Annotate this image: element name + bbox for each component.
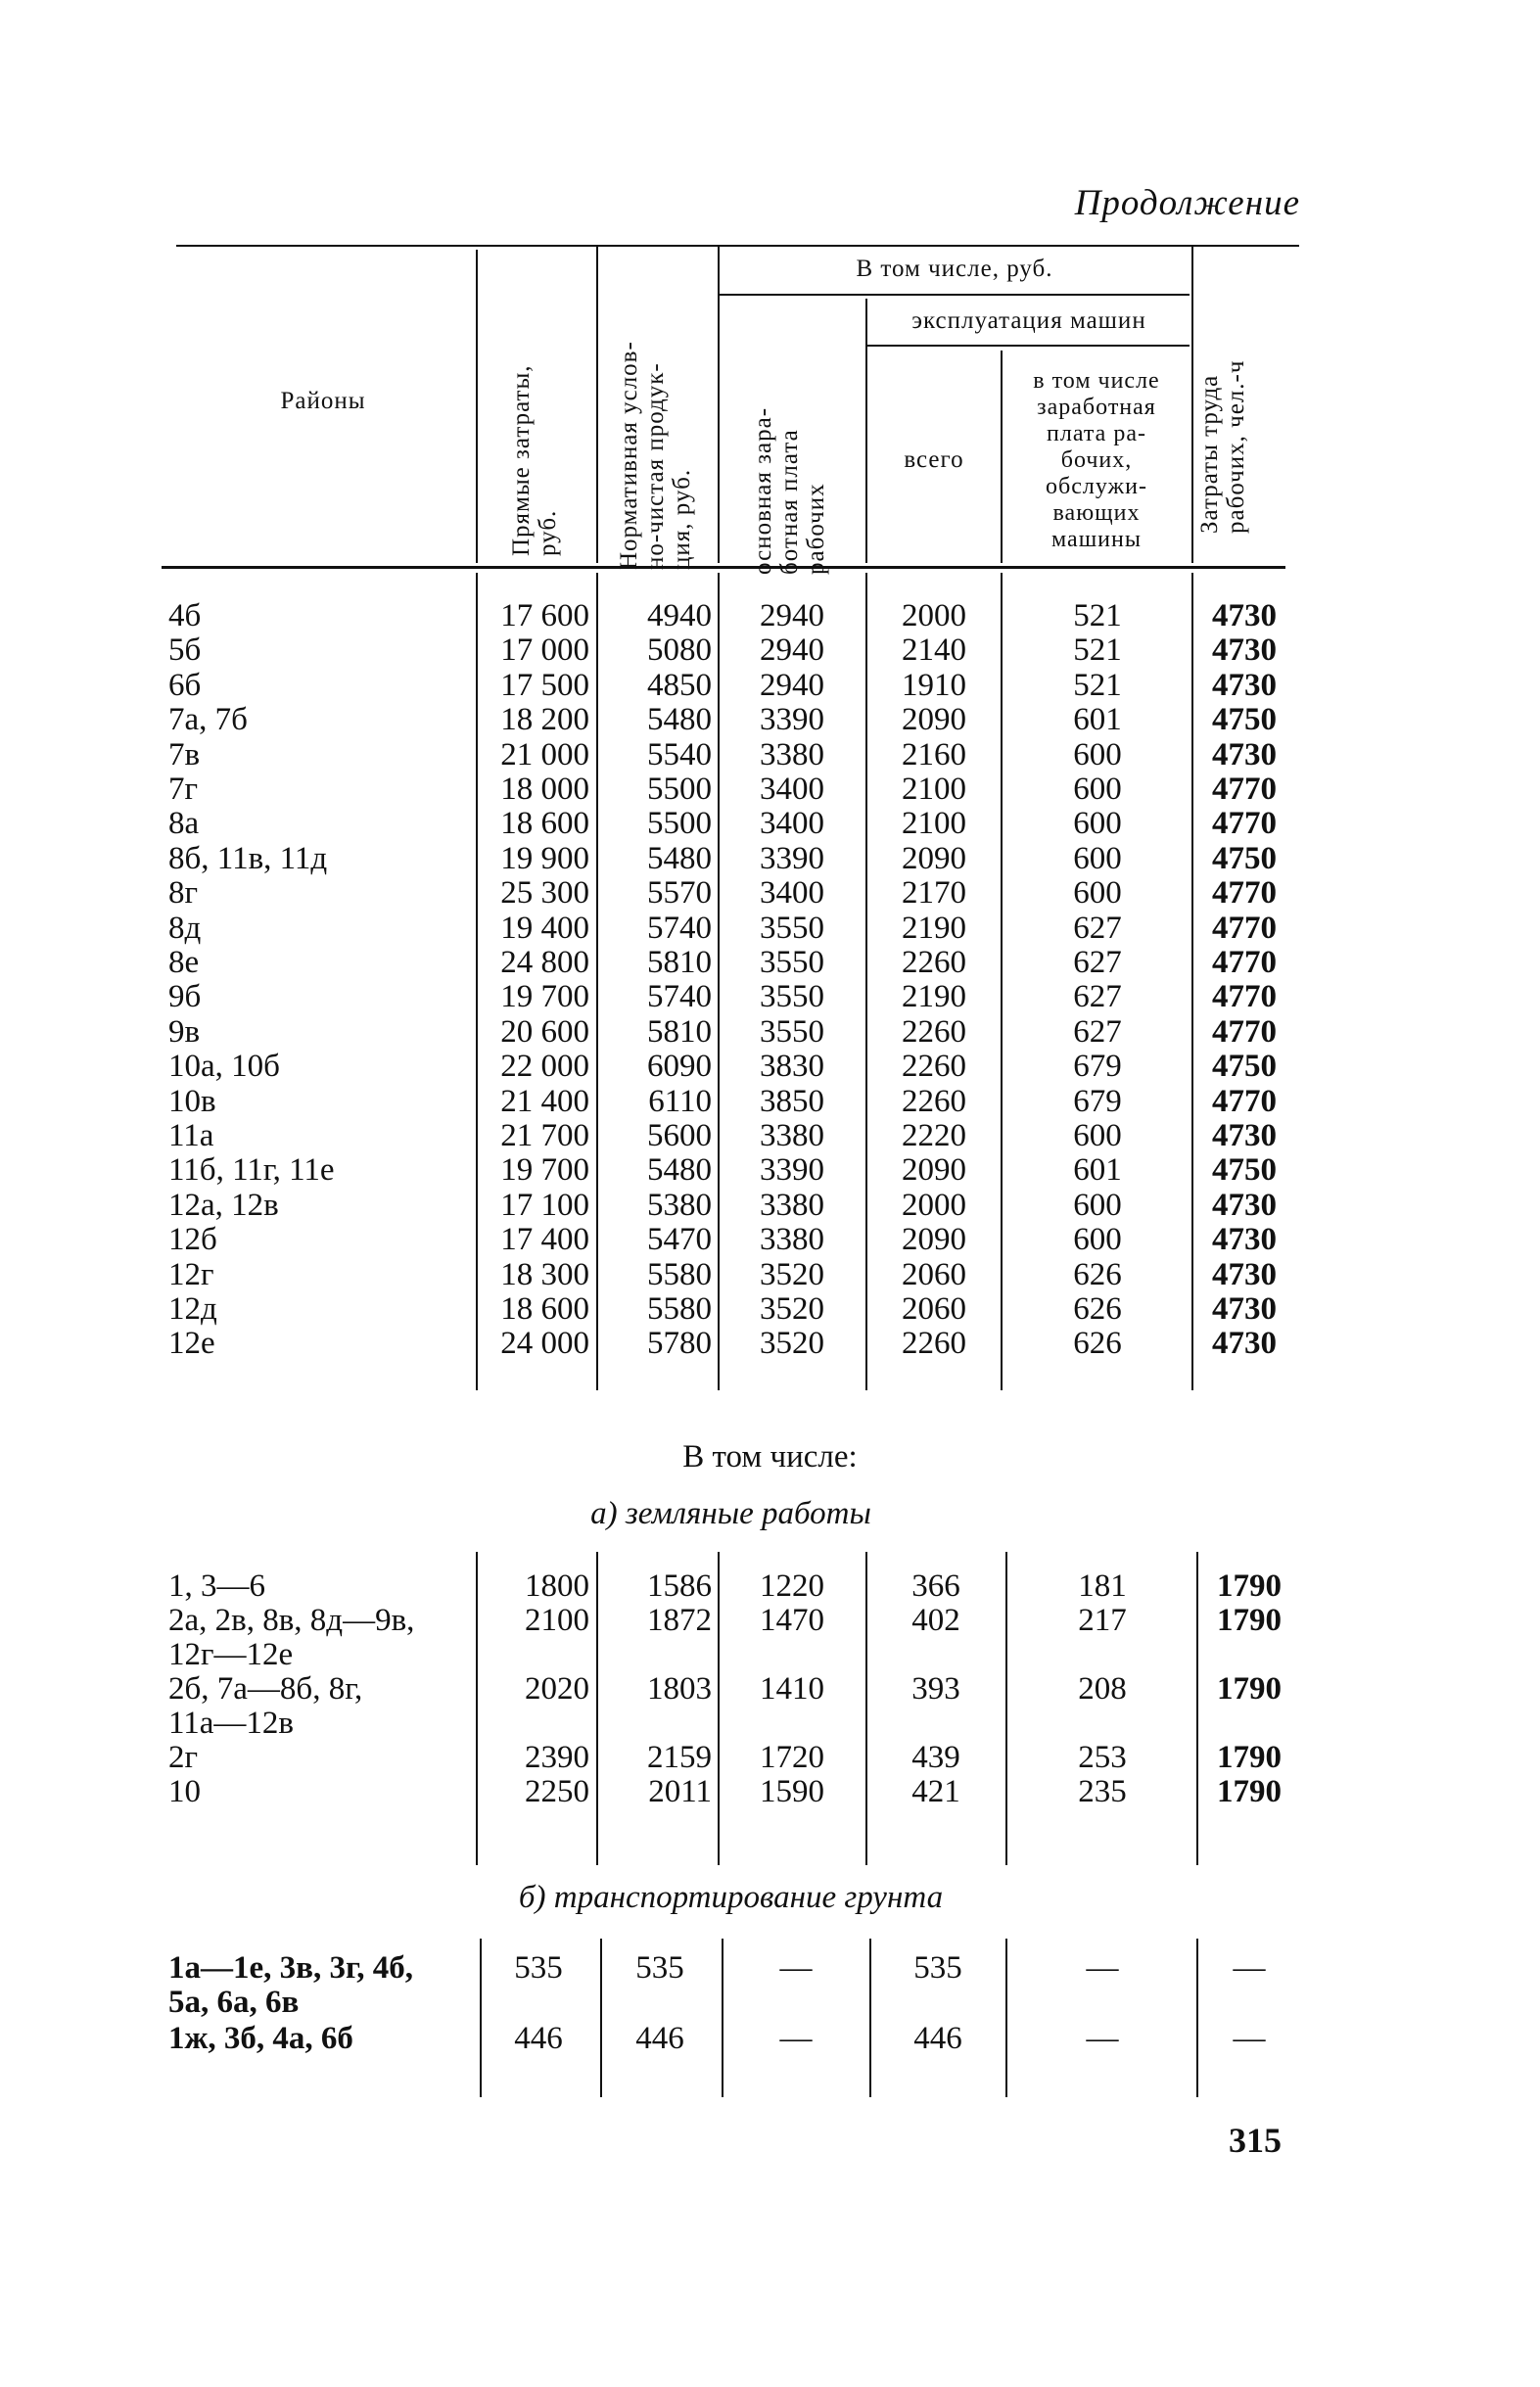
base-wage-cell: 3550 [760,979,824,1015]
normative-cell: 5600 [647,1118,712,1153]
labor-cell: 4770 [1212,1083,1277,1119]
machine-total-cell: 2060 [902,1256,966,1292]
region-cell: 12б [168,1222,217,1258]
direct-cost-cell: 18 600 [500,1291,589,1327]
header-incl-wage [1003,357,1190,563]
header-base-wage [750,301,832,575]
header-direct-costs-line2: руб. [535,509,561,556]
normative-cell: 2159 [647,1740,712,1775]
normative-cell: 535 [635,1950,684,1986]
labor-cell: 4770 [1212,806,1277,842]
machine-wage-cell: 521 [1073,667,1122,703]
hdr-vline-1 [476,250,478,563]
machine-total-cell: 2260 [902,1013,966,1050]
region-cell: 5а, 6а, 6в [168,1985,300,2020]
labor-cell: 4770 [1212,1013,1277,1050]
base-wage-cell: — [779,2021,813,2056]
labor-cell: 4730 [1212,598,1277,633]
header-normative-line1: Нормативная услов- [616,341,642,570]
region-cell: 12г—12е [168,1637,294,1672]
region-cell: 1а—1е, 3в, 3г, 4б, [168,1950,413,1986]
machine-wage-cell: 521 [1073,598,1122,633]
header-incl-wage-line2: заработная [1037,394,1156,420]
machine-wage-cell: 626 [1073,1326,1122,1362]
machine-wage-cell: 627 [1073,1013,1122,1050]
header-incl-wage-line3: плата ра- [1047,420,1146,446]
header-including-rub-text: В том числе, руб. [856,256,1053,282]
machine-total-cell: 2090 [902,840,966,876]
b-vline-2 [600,1939,602,2097]
header-incl-wage-line5: обслужи- [1046,473,1147,499]
base-wage-cell: 3520 [760,1256,824,1292]
base-wage-cell: 3520 [760,1326,824,1362]
region-cell: 8е [168,945,200,980]
header-direct-costs-line1: Прямые затраты, [508,364,535,556]
base-wage-cell: 1410 [760,1671,824,1707]
base-wage-cell: 2940 [760,667,824,703]
machine-total-cell: 439 [911,1740,960,1775]
hdr-vline-2 [596,247,598,563]
header-incl-wage-line1: в том числе [1033,367,1160,394]
machine-total-cell: 2170 [902,875,966,912]
base-wage-cell: 3380 [760,1118,824,1153]
header-direct-costs [508,282,567,556]
region-cell: 7г [168,772,199,807]
labor-cell: 4750 [1212,840,1277,876]
labor-cell: 4730 [1212,632,1277,669]
machine-total-cell: 2160 [902,736,966,772]
base-wage-cell: 2940 [760,598,824,633]
direct-cost-cell: 18 200 [500,702,589,738]
labor-cell: 4730 [1212,1118,1277,1153]
header-labor-line2: рабочих, чел.-ч [1223,359,1249,534]
hdr-vline-5 [1001,351,1003,563]
header-total-text: всего [904,446,964,473]
header-machine-ops [868,302,1190,341]
region-cell: 9в [168,1013,201,1050]
header-base-wage-line1: основная зара- [750,406,776,575]
hdr-vline-4 [865,299,867,563]
hdr-vline-6 [1191,247,1193,563]
region-cell: 11а [168,1118,214,1153]
machine-total-cell: 366 [911,1568,960,1604]
machine-wage-cell: 601 [1073,702,1122,738]
direct-cost-cell: 19 700 [500,979,589,1015]
normative-cell: 6090 [647,1049,712,1085]
normative-cell: 5570 [647,875,712,912]
base-wage-cell: 3550 [760,910,824,946]
body-vline-3 [718,573,720,1390]
a-vline-6 [1196,1552,1198,1865]
region-cell: 5б [168,632,202,669]
machine-wage-cell: 208 [1078,1671,1127,1707]
normative-cell: 5780 [647,1326,712,1362]
direct-cost-cell: 2390 [525,1740,589,1775]
machine-total-cell: 2260 [902,1326,966,1362]
region-cell: 8г [168,875,199,912]
labor-cell: 4730 [1212,736,1277,772]
including-label: В том числе: [682,1439,858,1474]
normative-cell: 5500 [647,772,712,807]
base-wage-cell: — [779,1950,813,1986]
region-cell: 8д [168,910,202,946]
normative-cell: 1872 [647,1603,712,1638]
machine-wage-cell: 600 [1073,806,1122,842]
direct-cost-cell: 21 400 [500,1083,589,1119]
including-rule [718,294,1190,296]
direct-cost-cell: 19 400 [500,910,589,946]
region-cell: 11а—12в [168,1706,295,1741]
region-cell: 8а [168,806,200,842]
section-b-title: б) транспортирование грунта [518,1880,944,1915]
b-vline-6 [1196,1939,1198,2097]
labor-cell: 4730 [1212,667,1277,703]
machine-total-cell: 2190 [902,910,966,946]
base-wage-cell: 3550 [760,1013,824,1050]
region-cell: 2б, 7а—8б, 8г, [168,1671,363,1707]
direct-cost-cell: 2250 [525,1774,589,1809]
base-wage-cell: 3850 [760,1083,824,1119]
machine-wage-cell: 600 [1073,875,1122,912]
hdr-vline-3 [718,247,720,563]
normative-cell: 5810 [647,945,712,980]
b-vline-4 [869,1939,871,2097]
direct-cost-cell: 17 600 [500,598,589,633]
header-total [868,436,1000,485]
machine-wage-cell: 253 [1078,1740,1127,1775]
normative-cell: 5580 [647,1291,712,1327]
header-normative-line3: ция, руб. [669,468,695,570]
labor-cell: — [1233,1950,1266,1986]
base-wage-cell: 1590 [760,1774,824,1809]
labor-cell: 4730 [1212,1256,1277,1292]
normative-cell: 6110 [648,1083,712,1119]
direct-cost-cell: 24 000 [500,1326,589,1362]
a-vline-1 [476,1552,478,1865]
machine-wage-cell: 600 [1073,1187,1122,1223]
machine-total-cell: 2260 [902,1049,966,1085]
machine-wage-cell: 627 [1073,945,1122,980]
header-regions-text: Районы [280,388,366,414]
b-vline-5 [1005,1939,1007,2097]
labor-cell: 4730 [1212,1291,1277,1327]
machine-total-cell: 2100 [902,806,966,842]
labor-cell: 4770 [1212,945,1277,980]
header-labor [1196,289,1255,534]
base-wage-cell: 1220 [760,1568,824,1604]
region-cell: 12е [168,1326,215,1362]
a-vline-2 [596,1552,598,1865]
machine-total-cell: 2000 [902,598,966,633]
normative-cell: 5740 [647,910,712,946]
machine-total-cell: 421 [911,1774,960,1809]
labor-cell: 4770 [1212,910,1277,946]
machine-wage-cell: 601 [1073,1152,1122,1189]
a-vline-5 [1005,1552,1007,1865]
machine-wage-cell: 627 [1073,979,1122,1015]
labor-cell: 4750 [1212,702,1277,738]
direct-cost-cell: 17 500 [500,667,589,703]
normative-cell: 1803 [647,1671,712,1707]
a-vline-4 [865,1552,867,1865]
labor-cell: 1790 [1217,1774,1282,1809]
direct-cost-cell: 21 000 [500,736,589,772]
direct-cost-cell: 2100 [525,1603,589,1638]
machine-total-cell: 2220 [902,1118,966,1153]
header-including-rub [720,250,1190,289]
labor-cell: 4770 [1212,875,1277,912]
labor-cell: 4730 [1212,1222,1277,1258]
base-wage-cell: 3380 [760,1222,824,1258]
header-normative-line2: но-чистая продук- [642,362,669,570]
direct-cost-cell: 2020 [525,1671,589,1707]
labor-cell: 1790 [1217,1568,1282,1604]
normative-cell: 1586 [647,1568,712,1604]
machine-wage-cell: 600 [1073,736,1122,772]
normative-cell: 5580 [647,1256,712,1292]
machine-wage-cell: 600 [1073,840,1122,876]
labor-cell: 1790 [1217,1740,1282,1775]
machine-total-cell: 393 [911,1671,960,1707]
machine-total-cell: 2090 [902,1222,966,1258]
machine-total-cell: 2260 [902,945,966,980]
direct-cost-cell: 18 000 [500,772,589,807]
normative-cell: 2011 [648,1774,712,1809]
machine-wage-cell: 679 [1073,1083,1122,1119]
base-wage-cell: 3380 [760,1187,824,1223]
machine-total-cell: 535 [913,1950,962,1986]
body-vline-2 [596,573,598,1390]
labor-cell: 4750 [1212,1152,1277,1189]
region-cell: 12а, 12в [168,1187,279,1223]
machine-wage-cell: 181 [1078,1568,1127,1604]
machine-total-cell: 2090 [902,1152,966,1189]
machine-total-cell: 402 [911,1603,960,1638]
header-base-wage-line2: ботная плата [776,429,803,575]
direct-cost-cell: 20 600 [500,1013,589,1050]
header-base-wage-line3: рабочих [803,483,829,575]
normative-cell: 5740 [647,979,712,1015]
machine-total-cell: 1910 [902,667,966,703]
region-cell: 9б [168,979,202,1015]
direct-cost-cell: 535 [514,1950,563,1986]
normative-cell: 5500 [647,806,712,842]
normative-cell: 5480 [647,840,712,876]
machine-total-cell: 2090 [902,702,966,738]
header-labor-line1: Затраты труда [1196,374,1223,534]
labor-cell: 4730 [1212,1187,1277,1223]
machine-total-cell: 2190 [902,979,966,1015]
machine-wage-cell: 679 [1073,1049,1122,1085]
normative-cell: 446 [635,2021,684,2056]
region-cell: 10 [168,1774,201,1809]
normative-cell: 4850 [647,667,712,703]
machine-total-cell: 2100 [902,772,966,807]
normative-cell: 5080 [647,632,712,669]
normative-cell: 5380 [647,1187,712,1223]
region-cell: 6б [168,667,202,703]
b-vline-1 [480,1939,482,2097]
body-vline-4 [865,573,867,1390]
region-cell: 2а, 2в, 8в, 8д—9в, [168,1603,415,1638]
machine-wage-cell: — [1086,2021,1119,2056]
region-cell: 2г [168,1740,199,1775]
direct-cost-cell: 19 700 [500,1152,589,1189]
header-regions [176,372,470,431]
labor-cell: 4770 [1212,979,1277,1015]
labor-cell: 1790 [1217,1603,1282,1638]
base-wage-cell: 3400 [760,875,824,912]
machine-wage-cell: 600 [1073,1118,1122,1153]
machine-total-cell: 2000 [902,1187,966,1223]
machine-wage-cell: — [1086,1950,1119,1986]
machine-total-cell: 2260 [902,1083,966,1119]
labor-cell: 1790 [1217,1671,1282,1707]
machine-total-cell: 2140 [902,632,966,669]
direct-cost-cell: 17 100 [500,1187,589,1223]
base-wage-cell: 3380 [760,736,824,772]
labor-cell: 4770 [1212,772,1277,807]
base-wage-cell: 1720 [760,1740,824,1775]
base-wage-cell: 3400 [760,772,824,807]
base-wage-cell: 3390 [760,702,824,738]
section-a-title: а) земляные работы [590,1496,871,1531]
machine-total-cell: 2060 [902,1291,966,1327]
normative-cell: 5810 [647,1013,712,1050]
page-number: 315 [1229,2121,1282,2160]
base-wage-cell: 3520 [760,1291,824,1327]
labor-cell: 4730 [1212,1326,1277,1362]
region-cell: 8б, 11в, 11д [168,840,328,876]
direct-cost-cell: 21 700 [500,1118,589,1153]
direct-cost-cell: 19 900 [500,840,589,876]
direct-cost-cell: 17 000 [500,632,589,669]
machine-wage-cell: 600 [1073,1222,1122,1258]
machine-wage-cell: 600 [1073,772,1122,807]
base-wage-cell: 3390 [760,840,824,876]
body-vline-5 [1001,573,1003,1390]
direct-cost-cell: 25 300 [500,875,589,912]
region-cell: 10а, 10б [168,1049,280,1085]
header-bottom-rule [162,566,1285,569]
machine-wage-cell: 626 [1073,1256,1122,1292]
body-vline-1 [476,573,478,1390]
b-vline-3 [722,1939,723,2097]
labor-cell: 4750 [1212,1049,1277,1085]
direct-cost-cell: 18 600 [500,806,589,842]
machine-wage-cell: 627 [1073,910,1122,946]
direct-cost-cell: 1800 [525,1568,589,1604]
base-wage-cell: 3390 [760,1152,824,1189]
region-cell: 1ж, 3б, 4а, 6б [168,2021,353,2056]
normative-cell: 5470 [647,1222,712,1258]
base-wage-cell: 1470 [760,1603,824,1638]
machine-wage-cell: 521 [1073,632,1122,669]
header-incl-wage-line7: машины [1051,526,1142,552]
machine-wage-cell: 217 [1078,1603,1127,1638]
normative-cell: 5480 [647,1152,712,1189]
continuation-label: Продолжение [1074,183,1300,223]
region-cell: 11б, 11г, 11е [168,1152,335,1189]
body-vline-6 [1191,573,1193,1390]
header-incl-wage-line4: бочих, [1060,446,1133,473]
header-top-rule [176,245,1299,247]
region-cell: 4б [168,598,202,633]
base-wage-cell: 2940 [760,632,824,669]
direct-cost-cell: 18 300 [500,1256,589,1292]
base-wage-cell: 3830 [760,1049,824,1085]
normative-cell: 5540 [647,736,712,772]
machine-ops-rule [866,345,1190,347]
direct-cost-cell: 446 [514,2021,563,2056]
header-machine-ops-text: эксплуатация машин [911,307,1146,334]
normative-cell: 4940 [647,598,712,633]
header-normative [616,266,698,570]
direct-cost-cell: 17 400 [500,1222,589,1258]
region-cell: 10в [168,1083,216,1119]
region-cell: 7в [168,736,201,772]
labor-cell: — [1233,2021,1266,2056]
base-wage-cell: 3400 [760,806,824,842]
direct-cost-cell: 22 000 [500,1049,589,1085]
header-incl-wage-line6: вающих [1052,499,1141,526]
region-cell: 12г [168,1256,214,1292]
base-wage-cell: 3550 [760,945,824,980]
machine-total-cell: 446 [913,2021,962,2056]
direct-cost-cell: 24 800 [500,945,589,980]
region-cell: 1, 3—6 [168,1568,265,1604]
region-cell: 12д [168,1291,217,1327]
machine-wage-cell: 626 [1073,1291,1122,1327]
region-cell: 7а, 7б [168,702,248,738]
machine-wage-cell: 235 [1078,1774,1127,1809]
normative-cell: 5480 [647,702,712,738]
a-vline-3 [718,1552,720,1865]
